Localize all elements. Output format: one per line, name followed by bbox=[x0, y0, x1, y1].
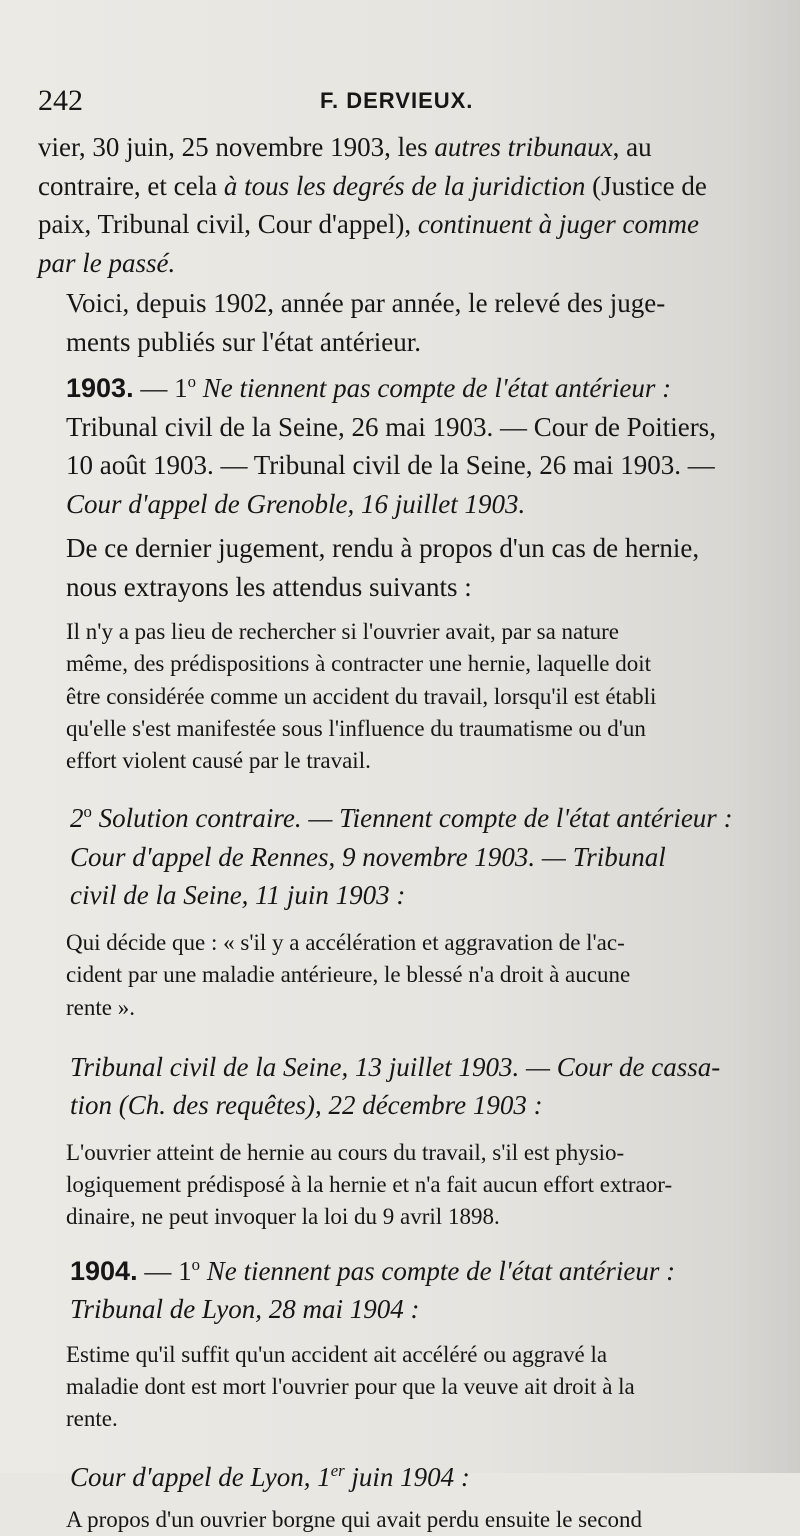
page-header bbox=[38, 84, 738, 124]
italic-run: Cour d'appel de Lyon, 1 bbox=[70, 1461, 331, 1492]
italic-run: Ne tiennent pas compte de l'état antérieur : bbox=[195, 373, 672, 403]
section-1904-heading bbox=[38, 1252, 758, 1329]
case-list-1903 bbox=[38, 408, 758, 524]
section-1903-heading bbox=[38, 369, 758, 408]
quoted-judgment-1: Il n'y a pas lieu de rechercher si l'ouvrier avait, par sa nature même, des prédispositions à contracter une hernie, laquelle doit être considérée comme un accident du travail, lorsqu'il est établi qu'elle s'est manifestée sous l'influence du traumatisme ou d'un effort violent causé par le travail. bbox=[66, 619, 657, 774]
italic-run: continuent à juger comme par le passé. bbox=[38, 209, 700, 278]
quoted-judgment-4: Estime qu'il suffit qu'un accident ait accéléré ou aggravé la maladie dont est mort l'ouvrier pour que la veuve ait droit à la rente. bbox=[66, 1341, 635, 1432]
superscript: er bbox=[330, 1460, 345, 1480]
paragraph-continuation bbox=[38, 128, 758, 282]
paragraph-extract-intro: De ce dernier jugement, rendu à propos d'un cas de hernie, nous extrayons les attendus suivants : bbox=[66, 533, 700, 602]
text-run: vier, 30 juin, 25 novembre 1903, les bbox=[38, 132, 435, 162]
text-run: (Justice de paix, Tribunal civil, Cour d'appel), bbox=[38, 170, 707, 239]
page-number: 242 bbox=[38, 84, 83, 117]
running-head: F. DERVIEUX. bbox=[320, 88, 474, 113]
italic-run: à tous les degrés de la juridiction bbox=[223, 170, 586, 201]
quoted-judgment-2: Qui décide que : « s'il y a accélération et aggravation de l'ac- cident par une maladie antérieure, le blessé n'a droit à aucune rente ». bbox=[66, 929, 631, 1020]
italic-run: juin 1904 : bbox=[344, 1461, 470, 1492]
superscript: o bbox=[191, 1254, 200, 1274]
quoted-judgment-5: A propos d'un ouvrier borgne qui avait perdu ensuite le second bbox=[66, 1507, 643, 1533]
text-run: Tribunal civil de la Seine, 26 mai 1903. — Cour de Poitiers, 10 août 1903. — Tribunal civil de la Seine, 26 mai 1903. — bbox=[66, 411, 716, 480]
text-run: , au contraire, et cela bbox=[38, 132, 652, 201]
case-citation-lyon bbox=[38, 1458, 758, 1497]
page-body bbox=[38, 128, 758, 1536]
text-run: — 1 bbox=[133, 373, 188, 403]
text-run: 2 bbox=[70, 803, 84, 834]
superscript: o bbox=[83, 802, 92, 822]
year-label: 1903. bbox=[66, 373, 134, 403]
italic-run: Ne tiennent pas compte de l'état antérieur : Tribunal de Lyon, 28 mai 1904 : bbox=[70, 1255, 676, 1325]
superscript: o bbox=[187, 372, 196, 391]
paragraph-intro: Voici, depuis 1902, année par année, le relevé des juge- ments publiés sur l'état antérieur. bbox=[66, 288, 666, 357]
italic-run: autres tribunaux bbox=[434, 132, 613, 162]
quoted-judgment-3: L'ouvrier atteint de hernie au cours du travail, s'il est physio- logiquement prédisposé à la hernie et n'a fait aucun effort extraor- dinaire, ne peut invoquer la loi du 9 avril 1898. bbox=[66, 1139, 673, 1230]
year-label: 1904. bbox=[70, 1255, 138, 1286]
text-run: — 1 bbox=[137, 1255, 192, 1286]
italic-run: Cour d'appel de Grenoble, 16 juillet 1903. bbox=[66, 488, 526, 519]
section-2-heading bbox=[38, 799, 758, 915]
italic-run: Solution contraire. — Tiennent compte de l'état antérieur : Cour d'appel de Rennes, 9 novembre 1903. — Tribunal civil de la Seine, 11 juin 1903 : bbox=[70, 803, 733, 911]
case-citation: Tribunal civil de la Seine, 13 juillet 1903. — Cour de cassa- tion (Ch. des requêtes), 22 décembre 1903 : bbox=[70, 1051, 721, 1121]
